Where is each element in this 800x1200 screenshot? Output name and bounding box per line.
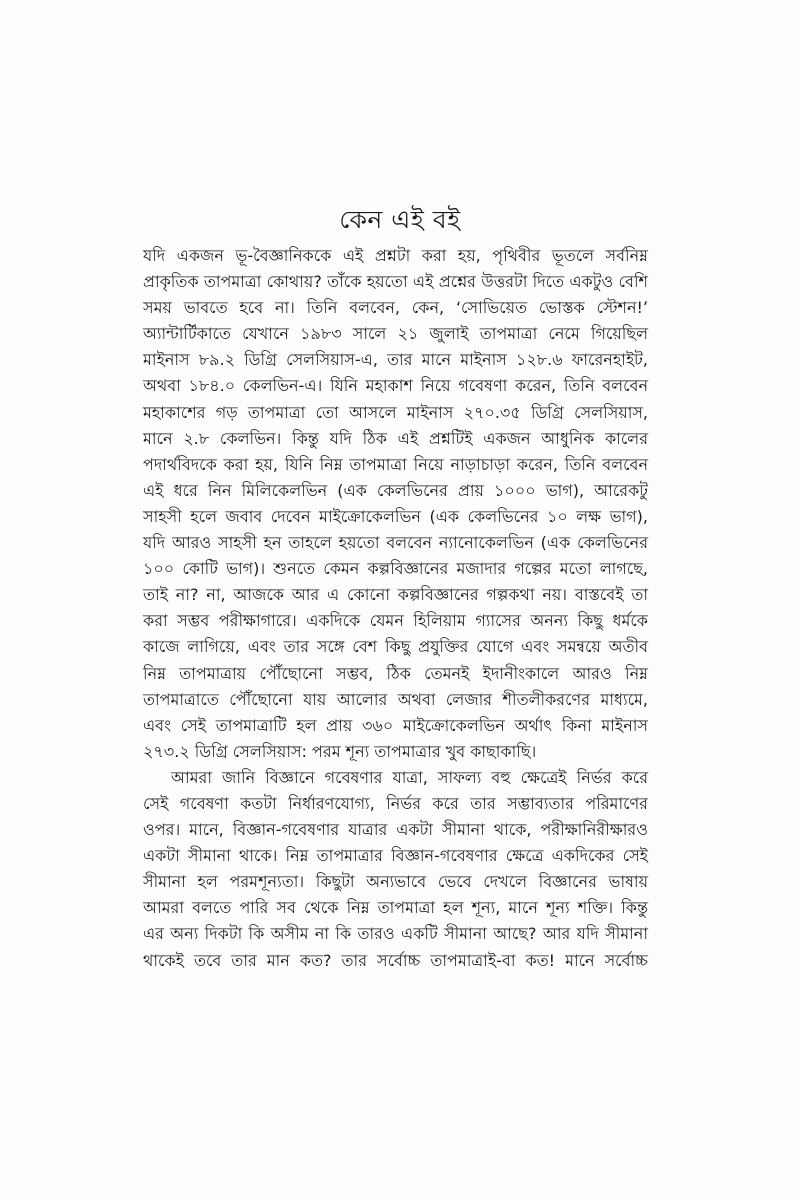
body-text [143, 243, 648, 974]
text-line: সীমানা হল পরমশূন্যতা। কিছুটা অন্যভাবে ভেবে দেখলে বিজ্ঞানের ভাষায় [143, 872, 648, 892]
text-line: আমরা বলতে পারি সব থেকে নিম্ন তাপমাত্রা হল শূন্য, মানে শূন্য শক্তি। কিন্তু [143, 898, 648, 918]
paragraph-1 [143, 243, 648, 765]
text-line: এর অন্য দিকটা কি অসীম না কি তারও একটি সীমানা আছে? আর যদি সীমানা [143, 924, 648, 944]
text-line: করা সম্ভব পরীক্ষাগারে। একদিকে যেমন হিলিয়াম গ্যাসের অনন্য কিছু ধর্মকে [143, 611, 648, 631]
text-line: প্রাকৃতিক তাপমাত্রা কোথায়? তাঁকে হয়তো এই প্রশ্নের উত্তরটা দিতে একটুও বেশি [143, 272, 648, 292]
text-line: ১০০ কোটি ভাগ)। শুনতে কেমন কল্পবিজ্ঞানের মজাদার গল্পের মতো লাগছে, [143, 559, 648, 579]
text-line: অ্যান্টার্টিকাতে যেখানে ১৯৮৩ সালে ২১ জুলাই তাপমাত্রা নেমে গিয়েছিল [143, 324, 648, 344]
text-line: একটা সীমানা থাকে। নিম্ন তাপমাত্রার বিজ্ঞান-গবেষণার ক্ষেত্রে একদিকের সেই [143, 846, 648, 866]
text-line: মহাকাশের গড় তাপমাত্রা তো আসলে মাইনাস ২৭০.৩৫ ডিগ্রি সেলসিয়াস, [143, 402, 648, 422]
text-line: সেই গবেষণা কতটা নির্ধারণযোগ্য, নির্ভর করে তার সম্ভাব্যতার পরিমাণের [143, 793, 648, 813]
text-line: কাজে লাগিয়ে, এবং তার সঙ্গে বেশ কিছু প্রযুক্তির যোগে এবং সমন্বয়ে অতীব [143, 637, 648, 657]
text-line: মাইনাস ৮৯.২ ডিগ্রি সেলসিয়াস-এ, তার মানে মাইনাস ১২৮.৬ ফারেনহাইট, [143, 350, 648, 370]
text-line: যদি একজন ভূ-বৈজ্ঞানিককে এই প্রশ্নটা করা হয়, পৃথিবীর ভূতলে সর্বনিম্ন [143, 246, 648, 265]
paragraph-2 [143, 765, 648, 974]
text-line: ওপর। মানে, বিজ্ঞান-গবেষণার যাত্রার একটা সীমানা থাকে, পরীক্ষানিরীক্ষারও [143, 820, 648, 840]
text-line: অথবা ১৮৪.০ কেলভিন-এ। যিনি মহাকাশ নিয়ে গবেষণা করেন, তিনি বলবেন [143, 376, 648, 396]
text-line: সময় ভাবতে হবে না। তিনি বলবেন, কেন, ‘সোভিয়েত ভোস্তক স্টেশন!’ [143, 298, 648, 318]
text-line: সাহসী হলে জবাব দেবেন মাইক্রোকেলভিন (এক কেলভিনের ১০ লক্ষ ভাগ), [143, 506, 648, 526]
text-line: তাপমাত্রাতে পৌঁছোনো যায় আলোর অথবা লেজার শীতলীকরণের মাধ্যমে, [143, 689, 648, 709]
text-line: আমরা জানি বিজ্ঞানে গবেষণার যাত্রা, সাফল্য বহু ক্ষেত্রেই নির্ভর করে [171, 767, 648, 787]
text-line: থাকেই তবে তার মান কত? তার সর্বোচ্চ তাপমাত্রাই-বা কত! মানে সর্বোচ্চ [143, 950, 648, 970]
text-line: যদি আরও সাহসী হন তাহলে হয়তো বলবেন ন্যানোকেলভিন (এক কেলভিনের [143, 533, 648, 553]
text-line: মানে ২.৮ কেলভিন। কিন্তু যদি ঠিক এই প্রশ্নটিই একজন আধুনিক কালের [143, 428, 648, 448]
text-line: এই ধরে নিন মিলিকেলভিন (এক কেলভিনের প্রায় ১০০০ ভাগ), আরেকটু [143, 480, 648, 500]
text-line: ২৭৩.২ ডিগ্রি সেলসিয়াস: পরম শূন্য তাপমাত্রার খুব কাছাকাছি। [143, 741, 537, 761]
chapter-title: কেন এই বই [339, 205, 461, 234]
text-line: নিম্ন তাপমাত্রায় পৌঁছোনো সম্ভব, ঠিক তেমনই ইদানীংকালে আরও নিম্ন [143, 663, 648, 683]
text-line: এবং সেই তাপমাত্রাটি হল প্রায় ৩৬০ মাইক্রোকেলভিন অর্থাৎ কিনা মাইনাস [143, 715, 648, 735]
text-line: তাই না? না, আজকে আর এ কোনো কল্পবিজ্ঞানের গল্পকথা নয়। বাস্তবেই তা [143, 585, 648, 605]
text-line: পদার্থবিদকে করা হয়, যিনি নিম্ন তাপমাত্রা নিয়ে নাড়াচাড়া করেন, তিনি বলবেন [143, 454, 648, 474]
